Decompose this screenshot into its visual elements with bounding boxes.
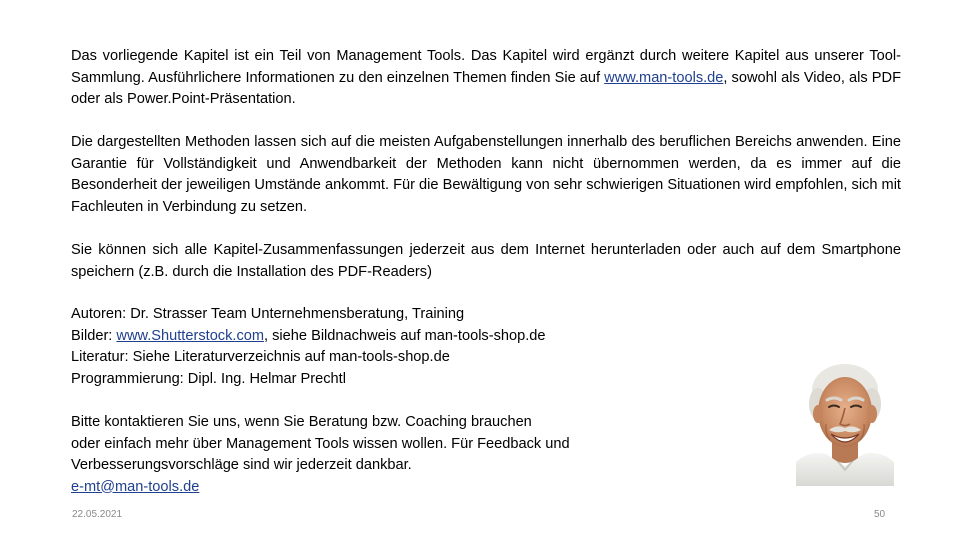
methods-paragraph: Die dargestellten Methoden lassen sich auf die meisten Aufgabenstellungen innerhalb des beruflichen Bereichs anwenden. Eine Garantie für Vollständigkeit und Anwendbarkeit der Methoden kann nicht übernommen werden, da es immer auf die Besonderheit der jeweiligen Umstände ankommt. Für die Bewältigung von sehr schwierigen Situationen wird empfohlen, sich mit Fachleuten in Verbindung zu setzen.	[71, 134, 901, 215]
intro-text-end: , sowohl als Video, als PDF oder als Power.Point-Präsentation.	[71, 69, 901, 107]
images-suffix: , siehe Bildnachweis auf man-tools-shop.de	[264, 327, 546, 344]
download-paragraph: Sie können sich alle Kapitel-Zusammenfassungen jederzeit aus dem Internet herunterladen oder auch auf dem Smartphone speichern (z.B. durch die Installation des PDF-Readers)	[71, 242, 901, 280]
images-prefix: Bilder:	[71, 327, 117, 344]
man-tools-link[interactable]: www.man-tools.de	[604, 69, 724, 86]
credits-block	[71, 304, 671, 390]
contact-line-1: Bitte kontaktieren Sie uns, wenn Sie Beratung bzw. Coaching brauchen	[71, 414, 532, 430]
authors-line: Autoren: Dr. Strasser Team Unternehmensberatung, Training	[71, 306, 465, 322]
programming-line: Programmierung: Dipl. Ing. Helmar Prechtl	[71, 370, 346, 387]
shutterstock-link[interactable]: www.Shutterstock.com	[116, 327, 265, 344]
contact-line-2: oder einfach mehr über Management Tools wissen wollen. Für Feedback und	[71, 435, 570, 452]
literature-line: Literatur: Siehe Literaturverzeichnis auf man-tools-shop.de	[71, 349, 450, 365]
contact-block	[71, 412, 671, 498]
portrait-photo	[796, 358, 894, 486]
contact-line-3: Verbesserungsvorschläge sind wir jederzeit dankbar.	[71, 457, 412, 473]
portrait-photo-icon	[796, 358, 894, 486]
images-line	[71, 326, 671, 348]
email-link[interactable]: e-mt@man-tools.de	[71, 478, 200, 495]
footer-date: 22.05.2021	[72, 509, 123, 520]
page-number: 50	[874, 509, 886, 520]
intro-paragraph	[71, 46, 901, 111]
intro-text: Das vorliegende Kapitel ist ein Teil von Management Tools. Das Kapitel wird ergänzt durch weitere Kapitel aus unserer Tool-Sammlung. Ausführlichere Informationen zu den einzelnen Themen finden Sie auf	[71, 48, 901, 86]
